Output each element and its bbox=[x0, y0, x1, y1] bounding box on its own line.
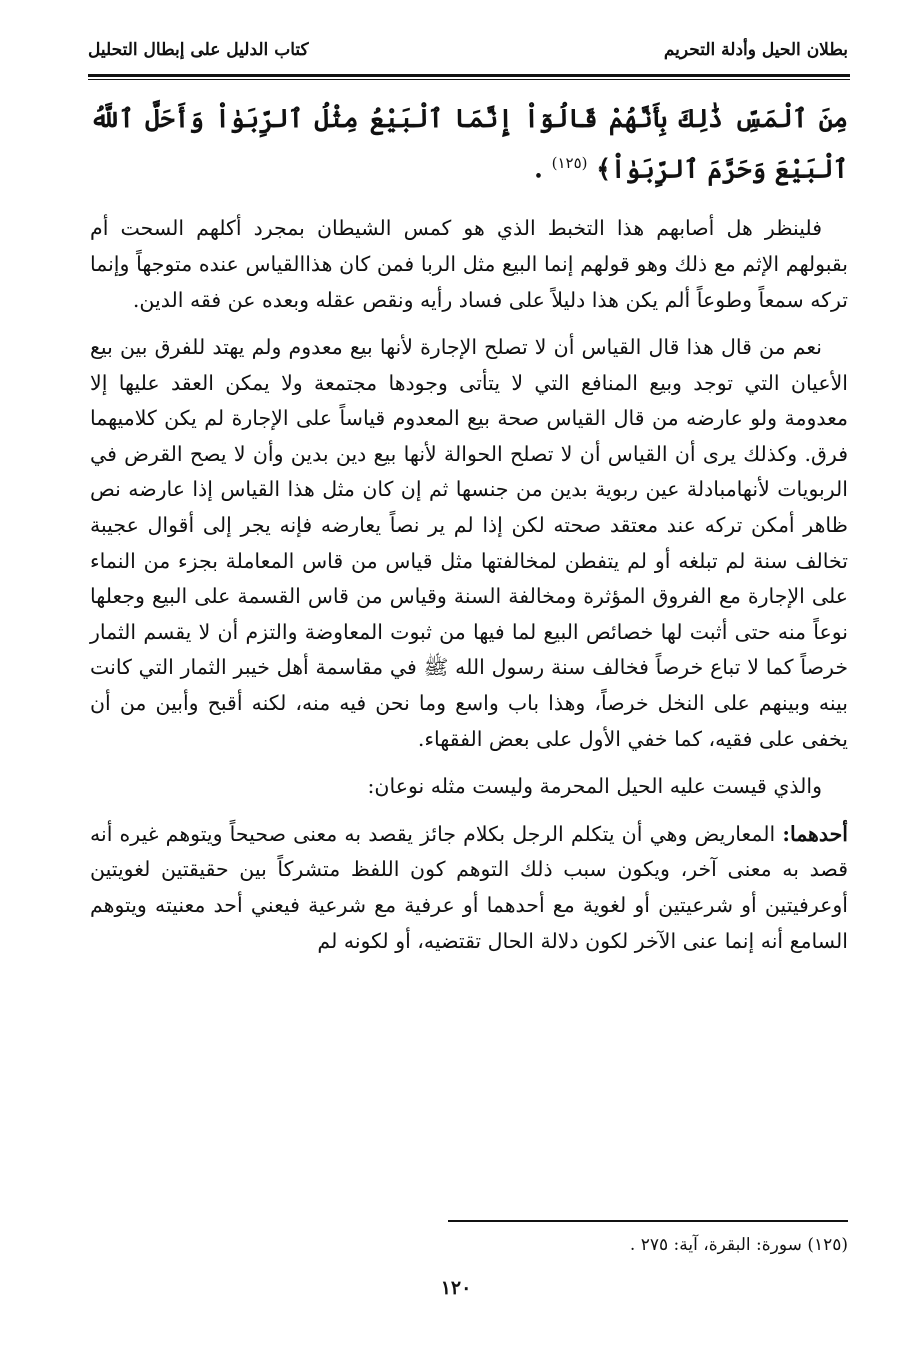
paragraph-3: والذي قيست عليه الحيل المحرمة وليست مثله نوعان: bbox=[367, 774, 822, 799]
paragraph-2: نعم من قال هذا قال القياس أن لا تصلح الإجارة لأنها بيع معدوم ولم يهتد للفرق بين بيع الأعيان التي توجد وبيع المنافع التي لا يتأتى وجودها مجتمعة ولا يمكن العقد عليها إلا معدومة ولو عارضه من قال القياس صحة بيع المعدوم قياساً على الإجارة لم يكن كلاميهما فرق. وكذلك يرى أن القياس أن لا تصلح الحوالة لأنها بيع دين بدين وأن لا يصح القرض في الربويات لأنهامبادلة عين ربوية بدين من جنسها ثم إن كان مثل هذا القياس إذا عارضه نص ظاهر أمكن تركه عند معتقد صحته لكن إذا لم ير نصاً يعارضه فإنه يجر إلى أقوال عجيبة تخالف سنة لم تبلغه أو لم يتفطن لمخالفتها مثل قياس من قاس المعاملة بجزء من النماء على الإجارة مع الفروق المؤثرة ومخالفة السنة وقياس من قاس القسمة على البيع وجعلها نوعاً منه حتى أثبت لها خصائص البيع لما فيها من ثبوت المعاوضة والتزم أن لا يقسم الثمار خرصاً كما لا تباع خرصاً فخالف سنة رسول الله ﷺ في مقاسمة أهل خيبر الثمار التي كانت بينه وبينهم على النخل خرصاً، وهذا باب واسع وما نحن فيه منه، لكنه أقبح وأبين من أن يخفى على فقيه، كما خفي الأول على بعض الفقهاء. bbox=[90, 335, 848, 751]
page-number: ١٢٠ bbox=[440, 1277, 472, 1299]
header-rule-thin bbox=[88, 79, 850, 80]
paragraph-1: فلينظر هل أصابهم هذا التخبط الذي هو كمس الشيطان بمجرد أكلهم السحت أم بقبولهم الإثم مع ذلك وهو قولهم إنما البيع مثل الربا فمن كان هذاالقياس عنده متوجهاً وإنما تركه سمعاً وطوعاً ألم يكن هذا دليلاً على فساد رأيه ونقص عقله وبعده عن فقه الدين. bbox=[90, 216, 848, 312]
header-book-title: كتاب الدليل على إبطال التحليل bbox=[88, 40, 309, 60]
header-chapter-title: بطلان الحيل وأدلة التحريم bbox=[663, 40, 848, 60]
definition-text: المعاريض وهي أن يتكلم الرجل بكلام جائز يقصد به معنى صحيحاً ويتوهم غيره أنه قصد به معنى آخر، ويكون سبب ذلك التوهم كون اللفظ متشركاً بين حقيقتين لغويتين أوعرفيتين أو شرعيتين أو لغوية مع أحدهما أو عرفية مع شرعية فيعني أحد معنيته ويتوهم السامع أنه إنما عنى الآخر لكون دلالة الحال تقتضيه، أو لكونه لم bbox=[90, 821, 848, 953]
running-header bbox=[88, 36, 848, 70]
footnote-reference: (١٢٥) bbox=[551, 154, 588, 172]
quran-verse bbox=[90, 96, 848, 191]
page-body bbox=[90, 96, 848, 971]
verse-end-mark: . bbox=[534, 154, 543, 184]
definition-paragraph bbox=[90, 817, 848, 959]
footnote-separator bbox=[448, 1220, 848, 1222]
header-rule-thick bbox=[88, 74, 850, 77]
footnote: (١٢٥) سورة: البقرة، آية: ٢٧٥ . bbox=[629, 1235, 848, 1255]
verse-text: مِنَ ٱلْمَسِّ ذَٰلِكَ بِأَنَّهُمْ قَالُوٓاْ إِنَّمَا ٱلْبَيْعُ مِثْلُ ٱلرِّبَوٰاْ وَأَحَلَّ ٱللَّهُ ٱلْبَيْعَ وَحَرَّمَ ٱلرِّبَوٰاْ﴾ bbox=[90, 104, 848, 184]
definition-lead: أحدهما: bbox=[782, 821, 848, 846]
